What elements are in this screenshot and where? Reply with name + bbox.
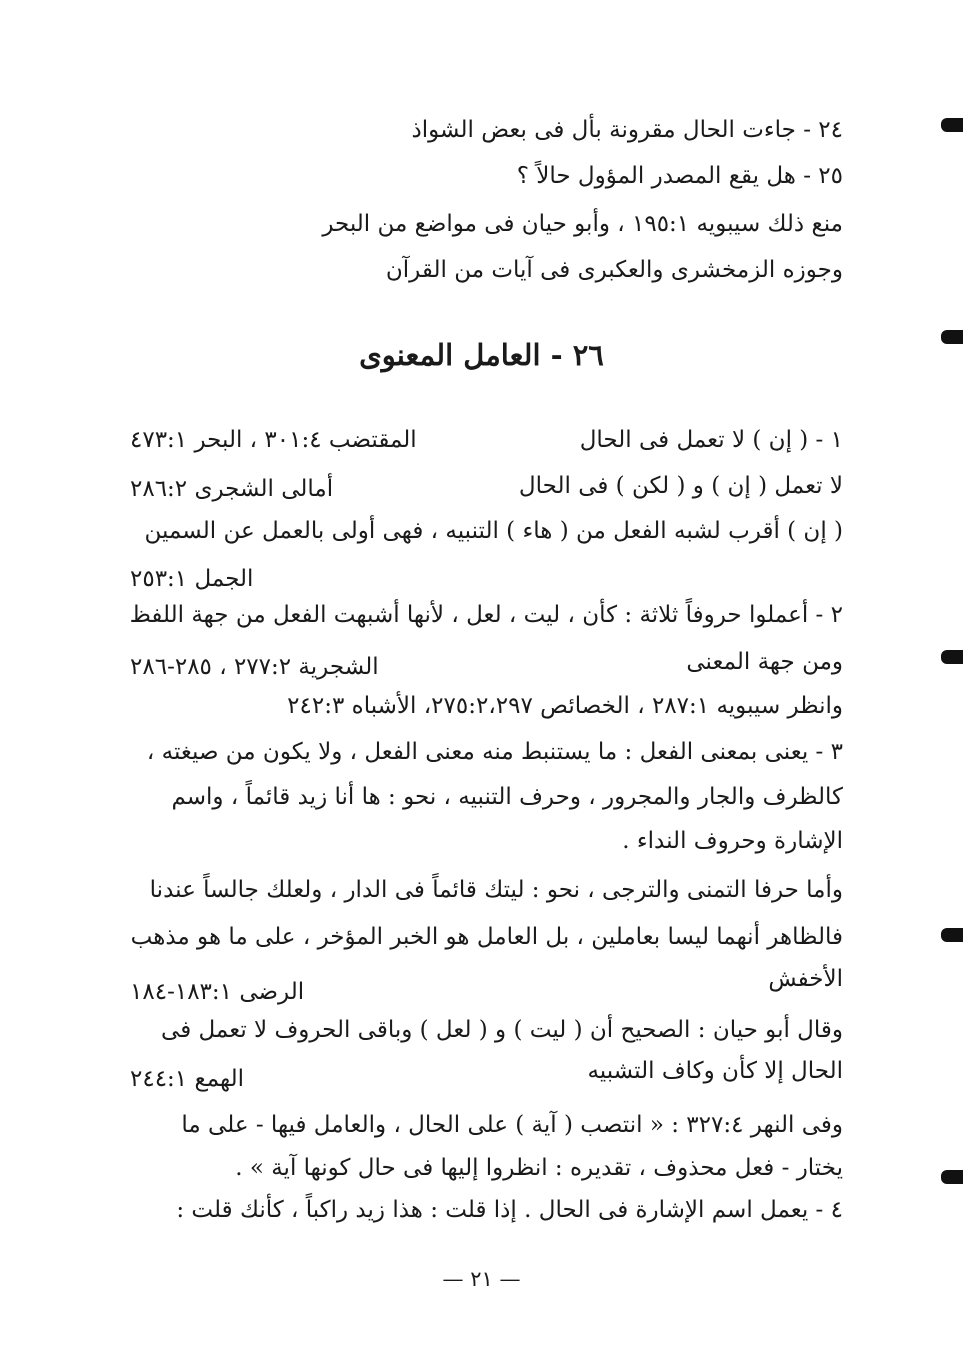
line-6b: يختار - فعل محذوف ، تقديره : انظروا إليها فى حال كونها آية » .: [235, 1155, 843, 1181]
line-4c-reference: الرضى ١٨٣:١-١٨٤: [130, 979, 305, 1005]
line-5a: وقال أبو حيان : الصحيح أن ( ليت ) و ( لعل ) وباقى الحروف لا تعمل فى: [161, 1017, 843, 1043]
edge-binding-mark: [941, 650, 963, 664]
line-5b: الحال إلا كأن وكاف التشبيه: [587, 1058, 843, 1084]
edge-binding-mark: [941, 118, 963, 132]
edge-binding-mark: [941, 330, 963, 344]
section-heading: ٢٦ - العامل المعنوى: [359, 338, 604, 372]
line-1d-reference: الجمل ٢٥٣:١: [130, 566, 254, 592]
top-line-2: ٢٥ - هل يقع المصدر المؤول حالاً ؟: [516, 163, 843, 189]
line-2b: ومن جهة المعنى: [686, 649, 843, 675]
line-1a: ١ - ( إن ) لا تعمل فى الحال: [579, 427, 843, 453]
line-1b: لا تعمل ( إن ) و ( لكن ) فى الحال: [518, 473, 843, 499]
line-4b: فالظاهر أنهما ليسا بعاملين ، بل العامل هو الخبر المؤخر ، على ما هو مذهب: [130, 924, 843, 950]
line-5b-reference: الهمع ٢٤٤:١: [130, 1066, 245, 1092]
edge-binding-mark: [941, 1170, 963, 1184]
top-line-1: ٢٤ - جاءت الحال مقرونة بأل فى بعض الشواذ: [411, 117, 843, 143]
edge-binding-mark: [941, 928, 963, 942]
line-2b-reference: الشجرية ٢٧٧:٢ ، ٢٨٥-٢٨٦: [130, 654, 379, 680]
top-line-3: منع ذلك سيبويه ١٩٥:١ ، وأبو حيان فى مواضع من البحر: [322, 211, 843, 237]
line-1c: ( إن ) أقرب لشبه الفعل من ( هاء ) التنبيه ، فهى أولى بالعمل عن السمين: [144, 518, 843, 544]
line-3b: كالظرف والجار والمجرور ، وحرف التنبيه ، نحو : ها أنا زيد قائماً ، واسم: [171, 784, 843, 810]
line-2c: وانظر سيبويه ٢٨٧:١ ، الخصائص ٢٧٥:٢،٢٩٧، الأشباه ٢٤٢:٣: [287, 693, 843, 719]
line-7a: ٤ - يعمل اسم الإشارة فى الحال . إذا قلت : هذا زيد راكباً ، كأنك قلت :: [176, 1197, 843, 1223]
line-2a: ٢ - أعملوا حروفاً ثلاثة : كأن ، ليت ، لعل ، لأنها أشبهت الفعل من جهة اللفظ: [129, 602, 843, 628]
page-number: — ٢١ —: [442, 1267, 521, 1291]
line-4a: وأما حرفا التمنى والترجى ، نحو : ليتك قائماً فى الدار ، ولعلك جالساً عندنا: [149, 877, 843, 903]
line-3c: الإشارة وحروف النداء .: [622, 828, 843, 854]
top-line-4: وجوزه الزمخشرى والعكبرى فى آيات من القرآن: [385, 257, 843, 283]
line-3a: ٣ - يعنى بمعنى الفعل : ما يستنبط منه معنى الفعل ، ولا يكون من صيغته ،: [146, 739, 843, 765]
line-4c: الأخفش: [768, 966, 843, 992]
line-6a: وفى النهر ٣٢٧:٤ : « انتصب ( آية ) على الحال ، والعامل فيها - على ما: [181, 1112, 843, 1138]
line-1a-reference: المقتضب ٣٠١:٤ ، البحر ٤٧٣:١: [130, 427, 417, 453]
line-1b-reference: أمالى الشجرى ٢٨٦:٢: [130, 476, 334, 502]
